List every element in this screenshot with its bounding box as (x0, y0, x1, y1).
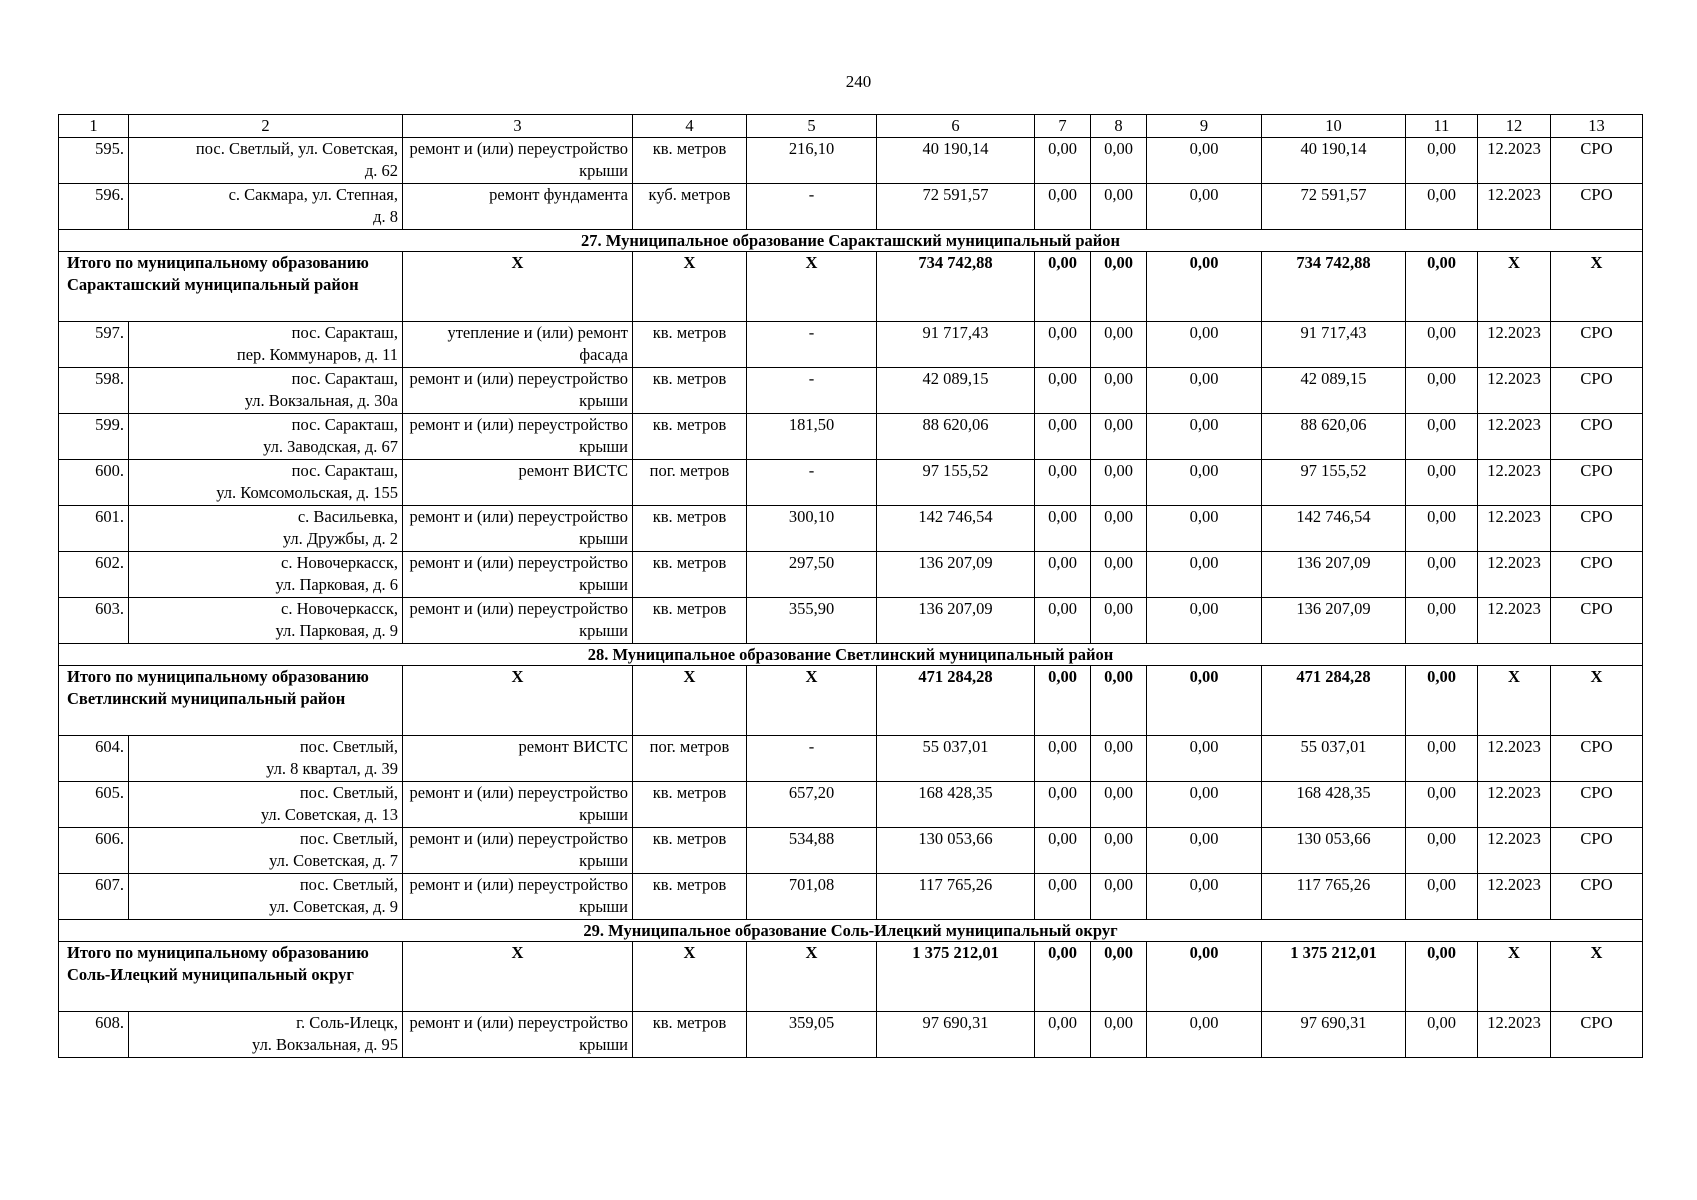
table-row (59, 598, 1643, 644)
col-8-value: 0,00 (1091, 184, 1147, 230)
address-line-2: ул. Комсомольская, д. 155 (216, 483, 398, 502)
col-7-value: 0,00 (1035, 782, 1091, 828)
performer: СРО (1551, 506, 1643, 552)
address-line-2: пер. Коммунаров, д. 11 (236, 345, 398, 364)
work-type: ремонт и (или) переустройство крыши (403, 138, 633, 184)
col-11-value: 0,00 (1406, 138, 1478, 184)
address-line-2: д. 62 (364, 161, 398, 180)
row-number: 602. (59, 552, 129, 598)
col-6-value: 136 207,09 (877, 598, 1035, 644)
col-5-value: 297,50 (747, 552, 877, 598)
total-col-8: 0,00 (1091, 666, 1147, 736)
address-cell (129, 322, 403, 368)
unit: кв. метров (633, 322, 747, 368)
total-col-7: 0,00 (1035, 252, 1091, 322)
row-number: 603. (59, 598, 129, 644)
row-number: 600. (59, 460, 129, 506)
col-11-value: 0,00 (1406, 414, 1478, 460)
deadline: 12.2023 (1478, 782, 1551, 828)
performer: СРО (1551, 460, 1643, 506)
column-number-4: 4 (633, 115, 747, 138)
col-8-value: 0,00 (1091, 322, 1147, 368)
deadline: 12.2023 (1478, 874, 1551, 920)
col-10-value: 168 428,35 (1262, 782, 1406, 828)
unit: кв. метров (633, 414, 747, 460)
repair-program-table (58, 114, 1643, 1058)
col-7-value: 0,00 (1035, 736, 1091, 782)
col-8-value: 0,00 (1091, 552, 1147, 598)
table-row (59, 138, 1643, 184)
address-line-2: ул. 8 квартал, д. 39 (266, 759, 398, 778)
total-cost: 1 375 212,01 (877, 942, 1035, 1012)
col-5-value: 181,50 (747, 414, 877, 460)
col-9-value: 0,00 (1147, 460, 1262, 506)
total-col-10: 734 742,88 (1262, 252, 1406, 322)
column-number-9: 9 (1147, 115, 1262, 138)
col-6-value: 168 428,35 (877, 782, 1035, 828)
deadline: 12.2023 (1478, 552, 1551, 598)
row-number: 595. (59, 138, 129, 184)
col-11-value: 0,00 (1406, 736, 1478, 782)
row-number: 596. (59, 184, 129, 230)
deadline: 12.2023 (1478, 184, 1551, 230)
table-row (59, 1012, 1643, 1058)
column-number-6: 6 (877, 115, 1035, 138)
col-10-value: 55 037,01 (1262, 736, 1406, 782)
table-row (59, 460, 1643, 506)
row-number: 598. (59, 368, 129, 414)
col-7-value: 0,00 (1035, 414, 1091, 460)
col-5-value: 355,90 (747, 598, 877, 644)
unit: кв. метров (633, 506, 747, 552)
col-5-value: - (747, 460, 877, 506)
col-9-value: 0,00 (1147, 184, 1262, 230)
address-line-2: ул. Советская, д. 7 (269, 851, 398, 870)
col-6-value: 117 765,26 (877, 874, 1035, 920)
total-col-11: 0,00 (1406, 666, 1478, 736)
total-col-12: X (1478, 252, 1551, 322)
address-line-1: с. Васильевка, (297, 507, 398, 526)
address-cell (129, 1012, 403, 1058)
row-number: 607. (59, 874, 129, 920)
total-col-8: 0,00 (1091, 252, 1147, 322)
address-line-1: пос. Саракташ, (291, 415, 398, 434)
table-row (59, 506, 1643, 552)
table-row (59, 782, 1643, 828)
row-number: 597. (59, 322, 129, 368)
col-5-value: 534,88 (747, 828, 877, 874)
performer: СРО (1551, 414, 1643, 460)
address-line-1: пос. Саракташ, (291, 369, 398, 388)
address-line-1: пос. Светлый, ул. Советская, (195, 139, 398, 158)
deadline: 12.2023 (1478, 598, 1551, 644)
address-cell (129, 414, 403, 460)
unit: кв. метров (633, 828, 747, 874)
table-row (59, 322, 1643, 368)
address-cell (129, 368, 403, 414)
address-cell (129, 552, 403, 598)
row-number: 604. (59, 736, 129, 782)
row-number: 605. (59, 782, 129, 828)
total-col-11: 0,00 (1406, 252, 1478, 322)
unit: пог. метров (633, 460, 747, 506)
total-col-5: X (747, 666, 877, 736)
col-10-value: 97 690,31 (1262, 1012, 1406, 1058)
section-header-row (59, 644, 1643, 666)
col-9-value: 0,00 (1147, 874, 1262, 920)
column-number-10: 10 (1262, 115, 1406, 138)
address-cell (129, 828, 403, 874)
performer: СРО (1551, 782, 1643, 828)
total-col-10: 1 375 212,01 (1262, 942, 1406, 1012)
address-cell (129, 506, 403, 552)
address-line-2: ул. Дружбы, д. 2 (282, 529, 398, 548)
work-type: ремонт и (или) переустройство крыши (403, 414, 633, 460)
total-col-4: X (633, 252, 747, 322)
col-7-value: 0,00 (1035, 598, 1091, 644)
unit: кв. метров (633, 138, 747, 184)
address-line-1: пос. Светлый, (299, 829, 398, 848)
total-row (59, 942, 1643, 1012)
deadline: 12.2023 (1478, 1012, 1551, 1058)
row-number: 599. (59, 414, 129, 460)
total-col-4: X (633, 942, 747, 1012)
section-header-row (59, 230, 1643, 252)
deadline: 12.2023 (1478, 414, 1551, 460)
col-6-value: 136 207,09 (877, 552, 1035, 598)
table-row (59, 828, 1643, 874)
col-5-value: 300,10 (747, 506, 877, 552)
work-type: ремонт и (или) переустройство крыши (403, 598, 633, 644)
unit: пог. метров (633, 736, 747, 782)
address-line-1: пос. Светлый, (299, 737, 398, 756)
col-10-value: 142 746,54 (1262, 506, 1406, 552)
row-number: 606. (59, 828, 129, 874)
col-11-value: 0,00 (1406, 598, 1478, 644)
col-8-value: 0,00 (1091, 460, 1147, 506)
col-5-value: - (747, 736, 877, 782)
col-10-value: 72 591,57 (1262, 184, 1406, 230)
address-line-2: ул. Парковая, д. 6 (275, 575, 398, 594)
col-9-value: 0,00 (1147, 552, 1262, 598)
address-line-2: д. 8 (373, 207, 398, 226)
col-9-value: 0,00 (1147, 414, 1262, 460)
column-number-8: 8 (1091, 115, 1147, 138)
deadline: 12.2023 (1478, 138, 1551, 184)
col-11-value: 0,00 (1406, 828, 1478, 874)
col-10-value: 88 620,06 (1262, 414, 1406, 460)
total-col-9: 0,00 (1147, 666, 1262, 736)
work-type: ремонт и (или) переустройство крыши (403, 368, 633, 414)
deadline: 12.2023 (1478, 368, 1551, 414)
col-6-value: 142 746,54 (877, 506, 1035, 552)
table-row (59, 414, 1643, 460)
col-9-value: 0,00 (1147, 1012, 1262, 1058)
col-5-value: - (747, 368, 877, 414)
performer: СРО (1551, 552, 1643, 598)
deadline: 12.2023 (1478, 736, 1551, 782)
unit: кв. метров (633, 782, 747, 828)
total-col-3: X (403, 252, 633, 322)
col-5-value: - (747, 184, 877, 230)
column-number-2: 2 (129, 115, 403, 138)
performer: СРО (1551, 736, 1643, 782)
col-6-value: 55 037,01 (877, 736, 1035, 782)
total-col-9: 0,00 (1147, 252, 1262, 322)
total-col-3: X (403, 942, 633, 1012)
col-7-value: 0,00 (1035, 828, 1091, 874)
performer: СРО (1551, 874, 1643, 920)
total-col-12: X (1478, 666, 1551, 736)
performer: СРО (1551, 138, 1643, 184)
col-6-value: 97 690,31 (877, 1012, 1035, 1058)
col-9-value: 0,00 (1147, 598, 1262, 644)
col-6-value: 72 591,57 (877, 184, 1035, 230)
col-5-value: 701,08 (747, 874, 877, 920)
column-number-11: 11 (1406, 115, 1478, 138)
section-title: 27. Муниципальное образование Саракташский муниципальный район (59, 230, 1643, 252)
col-10-value: 42 089,15 (1262, 368, 1406, 414)
address-line-2: ул. Советская, д. 13 (260, 805, 398, 824)
address-line-1: пос. Светлый, (299, 875, 398, 894)
col-8-value: 0,00 (1091, 368, 1147, 414)
address-cell (129, 138, 403, 184)
work-type: утепление и (или) ремонт фасада (403, 322, 633, 368)
row-number: 608. (59, 1012, 129, 1058)
column-number-7: 7 (1035, 115, 1091, 138)
address-line-2: ул. Советская, д. 9 (269, 897, 398, 916)
row-number: 601. (59, 506, 129, 552)
col-7-value: 0,00 (1035, 138, 1091, 184)
total-col-5: X (747, 942, 877, 1012)
work-type: ремонт и (или) переустройство крыши (403, 874, 633, 920)
address-line-2: ул. Вокзальная, д. 30а (244, 391, 398, 410)
col-5-value: 359,05 (747, 1012, 877, 1058)
col-9-value: 0,00 (1147, 506, 1262, 552)
unit: кв. метров (633, 552, 747, 598)
page-number: 240 (845, 72, 872, 91)
col-8-value: 0,00 (1091, 138, 1147, 184)
total-col-13: X (1551, 666, 1643, 736)
total-col-7: 0,00 (1035, 666, 1091, 736)
table-row (59, 184, 1643, 230)
address-line-2: ул. Парковая, д. 9 (275, 621, 398, 640)
performer: СРО (1551, 322, 1643, 368)
col-6-value: 42 089,15 (877, 368, 1035, 414)
unit: куб. метров (633, 184, 747, 230)
col-8-value: 0,00 (1091, 736, 1147, 782)
total-col-13: X (1551, 942, 1643, 1012)
work-type: ремонт ВИСТС (403, 736, 633, 782)
total-col-3: X (403, 666, 633, 736)
total-cost: 734 742,88 (877, 252, 1035, 322)
col-11-value: 0,00 (1406, 874, 1478, 920)
col-11-value: 0,00 (1406, 368, 1478, 414)
total-col-11: 0,00 (1406, 942, 1478, 1012)
address-line-1: пос. Саракташ, (291, 461, 398, 480)
col-8-value: 0,00 (1091, 598, 1147, 644)
col-10-value: 40 190,14 (1262, 138, 1406, 184)
col-9-value: 0,00 (1147, 322, 1262, 368)
total-col-8: 0,00 (1091, 942, 1147, 1012)
col-7-value: 0,00 (1035, 1012, 1091, 1058)
col-10-value: 91 717,43 (1262, 322, 1406, 368)
address-line-1: пос. Саракташ, (291, 323, 398, 342)
total-col-5: X (747, 252, 877, 322)
performer: СРО (1551, 828, 1643, 874)
table-body (59, 115, 1643, 1058)
deadline: 12.2023 (1478, 460, 1551, 506)
col-5-value: 216,10 (747, 138, 877, 184)
performer: СРО (1551, 1012, 1643, 1058)
total-col-9: 0,00 (1147, 942, 1262, 1012)
unit: кв. метров (633, 874, 747, 920)
work-type: ремонт и (или) переустройство крыши (403, 782, 633, 828)
performer: СРО (1551, 184, 1643, 230)
col-11-value: 0,00 (1406, 552, 1478, 598)
column-number-header-row (59, 115, 1643, 138)
col-8-value: 0,00 (1091, 874, 1147, 920)
col-10-value: 117 765,26 (1262, 874, 1406, 920)
total-col-7: 0,00 (1035, 942, 1091, 1012)
column-number-12: 12 (1478, 115, 1551, 138)
col-11-value: 0,00 (1406, 782, 1478, 828)
work-type: ремонт и (или) переустройство крыши (403, 1012, 633, 1058)
col-8-value: 0,00 (1091, 1012, 1147, 1058)
column-number-1: 1 (59, 115, 129, 138)
performer: СРО (1551, 368, 1643, 414)
address-line-1: г. Соль-Илецк, (296, 1013, 398, 1032)
work-type: ремонт ВИСТС (403, 460, 633, 506)
col-5-value: - (747, 322, 877, 368)
col-11-value: 0,00 (1406, 184, 1478, 230)
address-cell (129, 184, 403, 230)
col-5-value: 657,20 (747, 782, 877, 828)
address-cell (129, 874, 403, 920)
col-8-value: 0,00 (1091, 828, 1147, 874)
work-type: ремонт и (или) переустройство крыши (403, 506, 633, 552)
total-cost: 471 284,28 (877, 666, 1035, 736)
total-label: Итого по муниципальному образованию Саракташский муниципальный район (59, 252, 403, 322)
table-row (59, 368, 1643, 414)
address-line-1: с. Сакмара, ул. Степная, (228, 185, 398, 204)
table-row (59, 874, 1643, 920)
table-row (59, 736, 1643, 782)
section-title: 28. Муниципальное образование Светлинский муниципальный район (59, 644, 1643, 666)
unit: кв. метров (633, 1012, 747, 1058)
col-7-value: 0,00 (1035, 552, 1091, 598)
col-7-value: 0,00 (1035, 874, 1091, 920)
address-cell (129, 736, 403, 782)
total-label: Итого по муниципальному образованию Светлинский муниципальный район (59, 666, 403, 736)
total-col-10: 471 284,28 (1262, 666, 1406, 736)
col-10-value: 97 155,52 (1262, 460, 1406, 506)
address-line-2: ул. Вокзальная, д. 95 (252, 1035, 398, 1054)
col-6-value: 97 155,52 (877, 460, 1035, 506)
col-7-value: 0,00 (1035, 184, 1091, 230)
total-col-12: X (1478, 942, 1551, 1012)
col-7-value: 0,00 (1035, 368, 1091, 414)
col-8-value: 0,00 (1091, 782, 1147, 828)
total-row (59, 252, 1643, 322)
col-10-value: 130 053,66 (1262, 828, 1406, 874)
col-11-value: 0,00 (1406, 506, 1478, 552)
deadline: 12.2023 (1478, 322, 1551, 368)
col-6-value: 130 053,66 (877, 828, 1035, 874)
section-header-row (59, 920, 1643, 942)
total-row (59, 666, 1643, 736)
col-10-value: 136 207,09 (1262, 552, 1406, 598)
column-number-5: 5 (747, 115, 877, 138)
total-col-4: X (633, 666, 747, 736)
col-6-value: 40 190,14 (877, 138, 1035, 184)
deadline: 12.2023 (1478, 506, 1551, 552)
address-line-2: ул. Заводская, д. 67 (263, 437, 398, 456)
col-6-value: 91 717,43 (877, 322, 1035, 368)
col-6-value: 88 620,06 (877, 414, 1035, 460)
column-number-3: 3 (403, 115, 633, 138)
total-col-13: X (1551, 252, 1643, 322)
work-type: ремонт и (или) переустройство крыши (403, 828, 633, 874)
col-9-value: 0,00 (1147, 736, 1262, 782)
section-title: 29. Муниципальное образование Соль-Илецкий муниципальный округ (59, 920, 1643, 942)
unit: кв. метров (633, 368, 747, 414)
address-line-1: пос. Светлый, (299, 783, 398, 802)
unit: кв. метров (633, 598, 747, 644)
col-8-value: 0,00 (1091, 414, 1147, 460)
col-11-value: 0,00 (1406, 322, 1478, 368)
table-row (59, 552, 1643, 598)
col-7-value: 0,00 (1035, 506, 1091, 552)
col-10-value: 136 207,09 (1262, 598, 1406, 644)
address-line-1: с. Новочеркасск, (281, 599, 398, 618)
col-11-value: 0,00 (1406, 460, 1478, 506)
col-8-value: 0,00 (1091, 506, 1147, 552)
address-cell (129, 598, 403, 644)
address-line-1: с. Новочеркасск, (281, 553, 398, 572)
performer: СРО (1551, 598, 1643, 644)
col-9-value: 0,00 (1147, 828, 1262, 874)
address-cell (129, 460, 403, 506)
work-type: ремонт и (или) переустройство крыши (403, 552, 633, 598)
col-7-value: 0,00 (1035, 460, 1091, 506)
col-11-value: 0,00 (1406, 1012, 1478, 1058)
col-9-value: 0,00 (1147, 368, 1262, 414)
col-7-value: 0,00 (1035, 322, 1091, 368)
work-type: ремонт фундамента (403, 184, 633, 230)
total-label: Итого по муниципальному образованию Соль-Илецкий муниципальный округ (59, 942, 403, 1012)
deadline: 12.2023 (1478, 828, 1551, 874)
address-cell (129, 782, 403, 828)
column-number-13: 13 (1551, 115, 1643, 138)
col-9-value: 0,00 (1147, 138, 1262, 184)
col-9-value: 0,00 (1147, 782, 1262, 828)
